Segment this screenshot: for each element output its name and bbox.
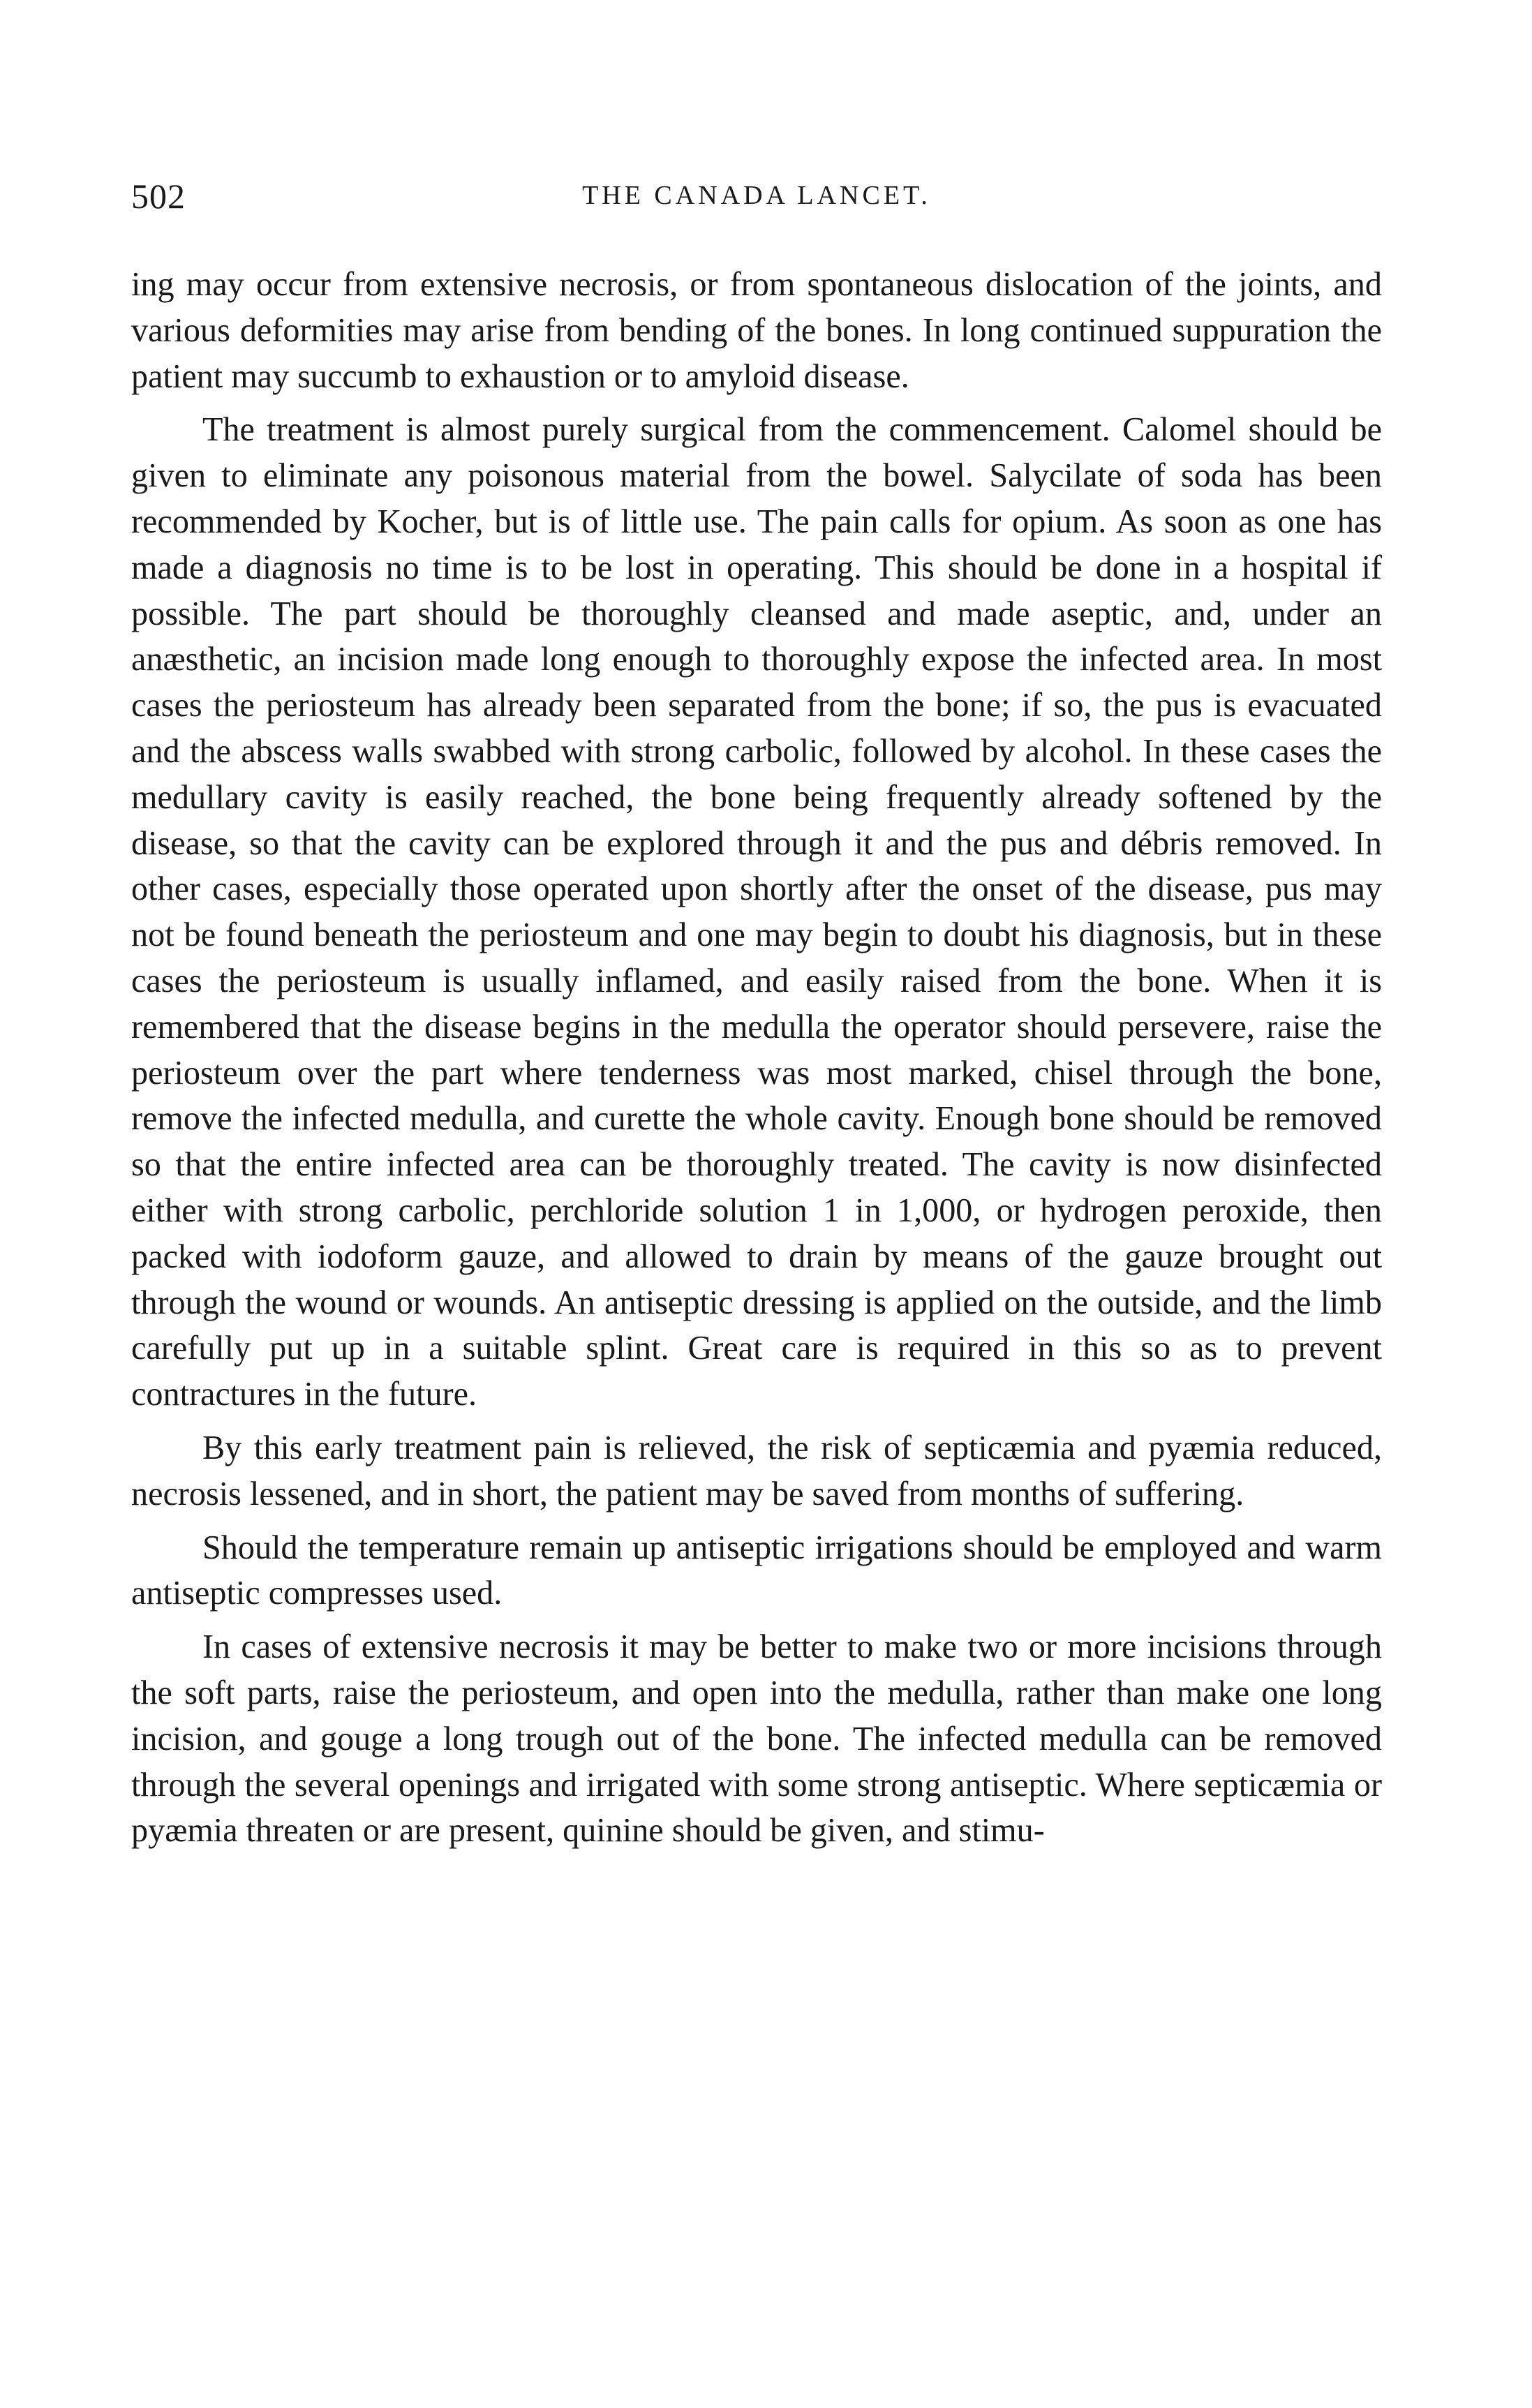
paragraph-extensive-necrosis: In cases of extensive necrosis it may be better to make two or more incisions through the soft parts, raise the periosteum, and open into the medulla, rather than make one long incision, and gouge a long trough out of the bone. The infected medulla can be removed through the several openings and irrigated with some strong antiseptic. Where septicæmia or pyæmia threaten or are present, quinine should be given, and stimu- (131, 1628, 1382, 1850)
page-number: 502 (131, 177, 186, 216)
paragraph-temperature: Should the temperature remain up antiseptic irrigations should be employed and warm antiseptic compresses used. (131, 1529, 1382, 1612)
paragraph-continuation: ing may occur from extensive necrosis, or from spontaneous dislocation of the joints, and various deformities may arise from bending of the bones. In long continued suppuration the patient may succumb to exhaustion or to amyloid disease. (131, 266, 1382, 395)
running-title: THE CANADA LANCET. (582, 181, 931, 210)
page-header (131, 176, 1382, 218)
paragraph-early-treatment: By this early treatment pain is relieved, the risk of septicæmia and pyæmia reduced, necrosis lessened, and in short, the patient may be saved from months of suffering. (131, 1429, 1382, 1513)
body-text (131, 262, 1382, 1854)
paragraph-treatment: The treatment is almost purely surgical from the commencement. Calomel should be given to eliminate any poisonous material from the bowel. Salycilate of soda has been recommended by Kocher, but is of little use. The pain calls for opium. As soon as one has made a diagnosis no time is to be lost in operating. This should be done in a hospital if possible. The part should be thoroughly cleansed and made aseptic, and, under an anæsthetic, an incision made long enough to thoroughly expose the infected area. In most cases the periosteum has already been separated from the bone; if so, the pus is evacuated and the abscess walls swabbed with strong carbolic, followed by alcohol. In these cases the medullary cavity is easily reached, the bone being frequently already softened by the disease, so that the cavity can be explored through it and the pus and débris removed. In other cases, especially those operated upon shortly after the onset of the disease, pus may not be found beneath the periosteum and one may begin to doubt his diagnosis, but in these cases the periosteum is usually inflamed, and easily raised from the bone. When it is remembered that the disease begins in the medulla the operator should persevere, raise the periosteum over the part where tenderness was most marked, chisel through the bone, remove the infected medulla, and curette the whole cavity. Enough bone should be removed so that the entire infected area can be thoroughly treated. The cavity is now disinfected either with strong carbolic, perchloride solution 1 in 1,000, or hydrogen peroxide, then packed with iodoform gauze, and allowed to drain by means of the gauze brought out through the wound or wounds. An antiseptic dressing is applied on the outside, and the limb carefully put up in a suitable splint. Great care is required in this so as to prevent contractures in the future. (131, 411, 1382, 1413)
